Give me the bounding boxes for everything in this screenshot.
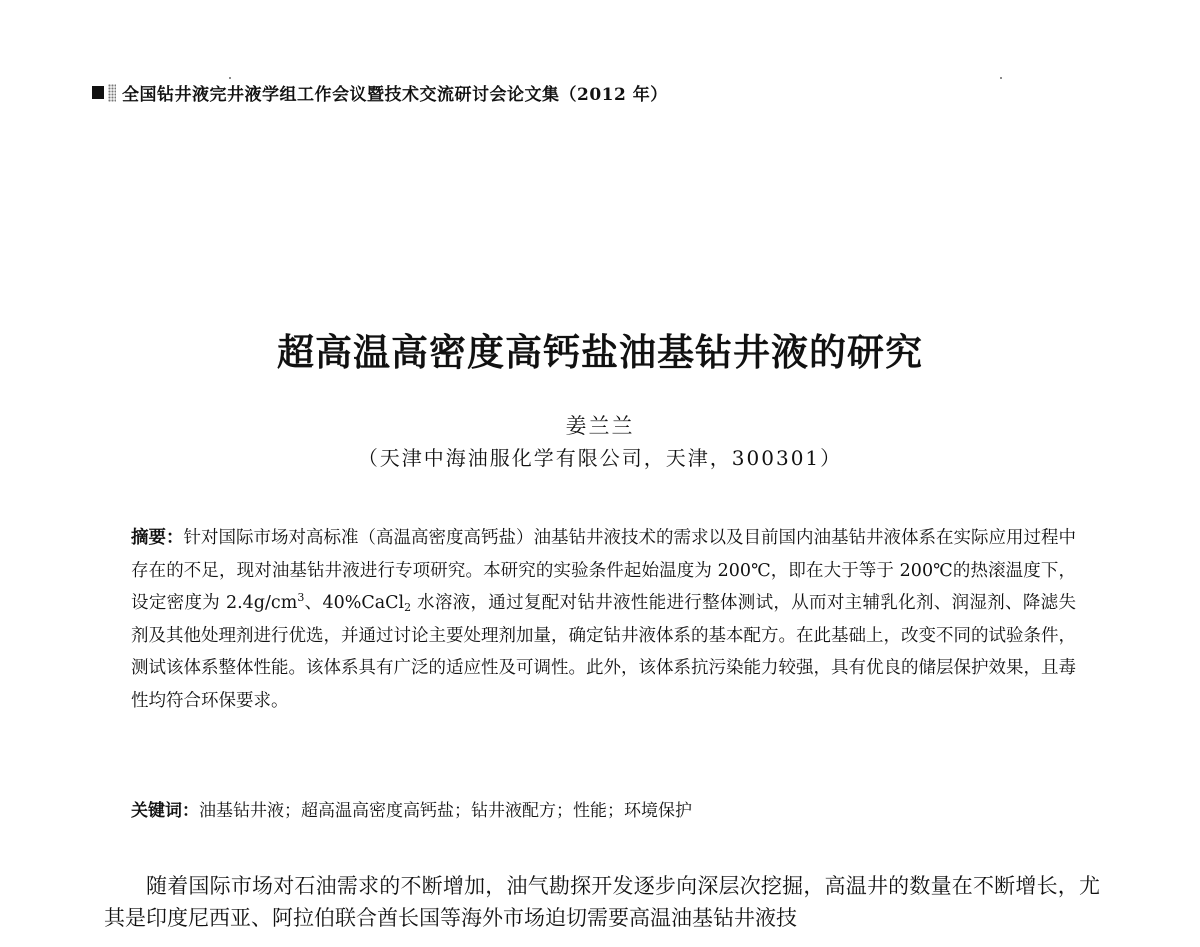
abstract-text-part2: 、40%CaCl	[304, 593, 405, 613]
paper-author: 姜兰兰	[565, 414, 635, 438]
body-paragraph: 随着国际市场对石油需求的不断增加，油气勘探开发逐步向深层次挖掘，高温井的数量在不断增长，尤其是印度尼西亚、阿拉伯联合酋长国等海外市场迫切需要高温油基钻井液技	[104, 874, 1100, 930]
paper-title: 超高温高密度高钙盐油基钻井液的研究	[277, 330, 923, 374]
keywords-label: 关键词：	[131, 801, 199, 821]
abstract-subscript: 2	[404, 601, 412, 614]
paper-affiliation: （天津中海油服化学有限公司，天津，300301）	[357, 446, 843, 470]
keywords	[131, 795, 1076, 827]
scan-speck	[1000, 77, 1002, 79]
header-square-icon	[92, 86, 104, 99]
abstract-label: 摘要：	[131, 528, 184, 548]
body-text	[104, 870, 1100, 934]
scan-speck	[229, 77, 231, 79]
abstract-text-part1: 针对国际市场对高标准（高温高密度高钙盐）油基钻井液技术的需求以及目前国内油基钻井液体系在实际应用过程中存在的不足，现对油基钻井液进行专项研究。本研究的实验条件起始温度为 200℃，即在大于等于 200℃的热滚温度下，设定密度为 2.4g/cm	[131, 528, 1076, 613]
running-header	[92, 80, 668, 105]
abstract-superscript: 3	[297, 591, 305, 604]
header-dot-pattern-icon	[108, 84, 116, 102]
abstract-text-part3: 水溶液，通过复配对钻井液性能进行整体测试，从而对主辅乳化剂、润湿剂、降滤失剂及其他处理剂进行优选，并通过讨论主要处理剂加量，确定钻井液体系的基本配方。在此基础上，改变不同的试验条件，测试该体系整体性能。该体系具有广泛的适应性及可调性。此外，该体系抗污染能力较强，具有优良的储层保护效果，且毒性均符合环保要求。	[131, 593, 1076, 711]
running-header-text: 全国钻井液完井液学组工作会议暨技术交流研讨会论文集（2012 年）	[122, 85, 668, 105]
abstract	[131, 522, 1076, 717]
keywords-text: 油基钻井液；超高温高密度高钙盐；钻井液配方；性能；环境保护	[199, 801, 692, 821]
